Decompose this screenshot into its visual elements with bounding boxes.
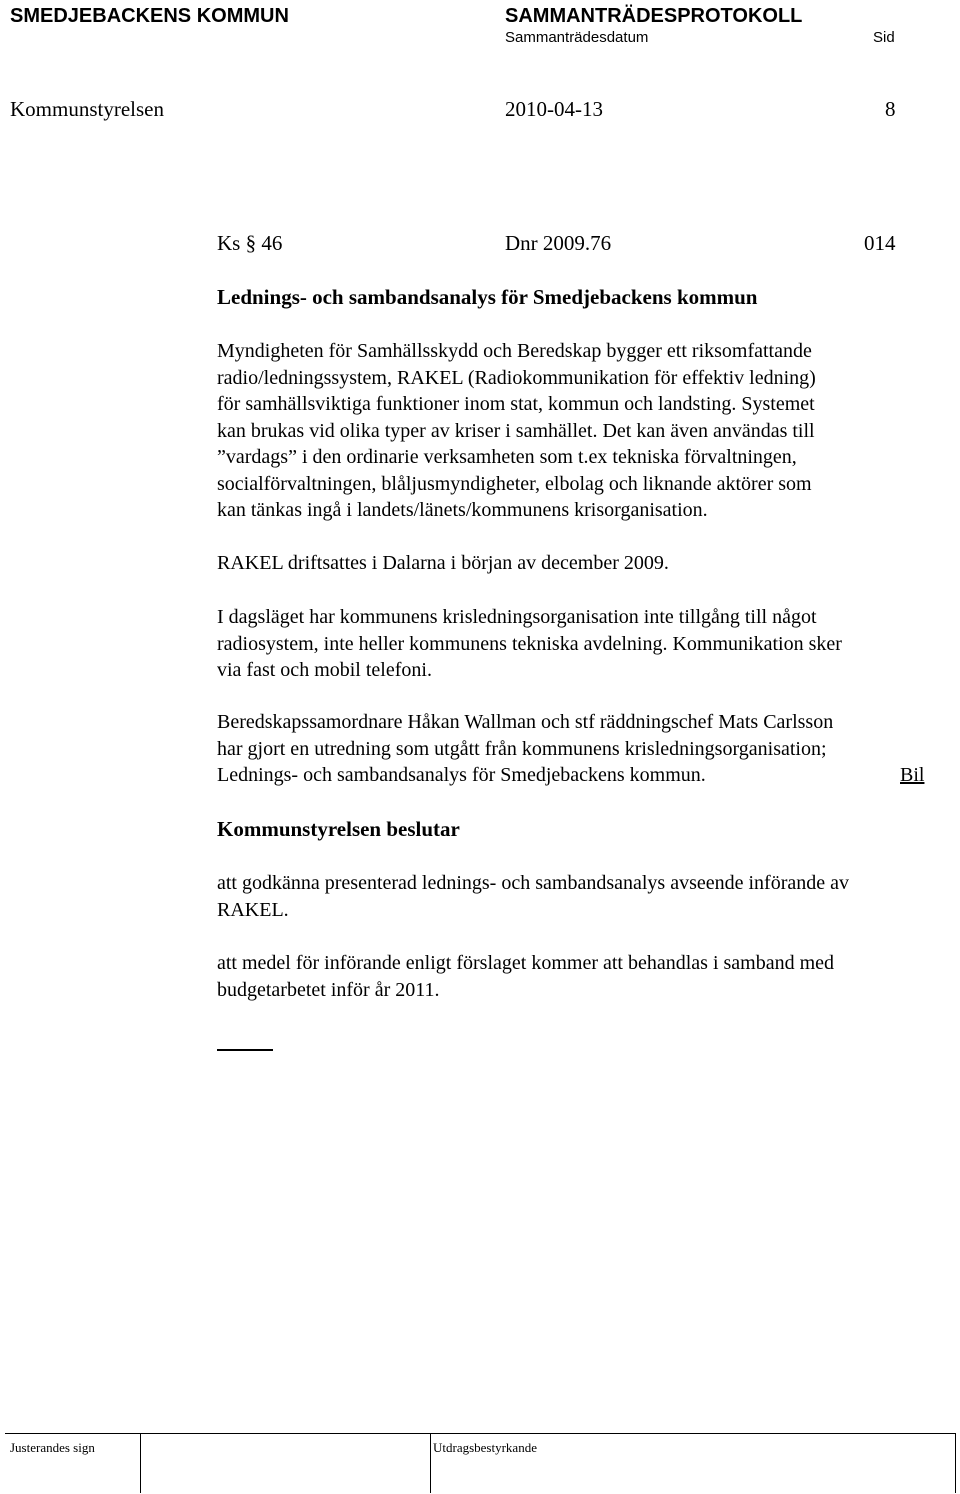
paragraph-line: budgetarbetet inför år 2011.: [217, 978, 440, 1001]
attachment-link[interactable]: Bil: [900, 764, 925, 786]
paragraph-line: har gjort en utredning som utgått från kommunens krisledningsorganisation;: [217, 737, 827, 760]
meeting-date: 2010-04-13: [505, 97, 603, 121]
paragraph-line: att medel för införande enligt förslaget kommer att behandlas i samband med: [217, 952, 835, 974]
protocol-title: SAMMANTRÄDESPROTOKOLL: [505, 5, 803, 27]
paragraph-line: för samhällsviktiga funktioner inom stat, kommun och landsting. Systemet: [217, 393, 815, 415]
decision-heading: Kommunstyrelsen beslutar: [217, 817, 460, 841]
municipality-name: SMEDJEBACKENS KOMMUN: [10, 5, 289, 27]
paragraph-line: I dagsläget har kommunens krisledningsorganisation inte tillgång till något: [217, 606, 817, 628]
paragraph-line: Lednings- och sambandsanalys för Smedjebackens kommun.: [217, 764, 706, 786]
footer-top-rule: [5, 1433, 955, 1434]
date-label: Sammanträdesdatum: [505, 29, 649, 46]
paragraph-line: Beredskapssamordnare Håkan Wallman och stf räddningschef Mats Carlsson: [217, 711, 834, 733]
footer-justering-label: Justerandes sign: [10, 1440, 95, 1455]
paragraph-line: via fast och mobil telefoni.: [217, 659, 432, 681]
decision-item-funding: [217, 950, 947, 1003]
paragraph-line: radiosystem, inte heller kommunens tekniska avdelning. Kommunikation sker: [217, 632, 842, 655]
paragraph-line: socialförvaltningen, blåljusmyndigheter, elbolag och liknande aktörer som: [217, 472, 812, 495]
paragraph-line: RAKEL driftsattes i Dalarna i början av december 2009.: [217, 552, 669, 574]
paragraph-line: Myndigheten för Samhällsskydd och Beredskap bygger ett riksomfattande: [217, 340, 812, 362]
case-paragraph-number: Ks § 46: [217, 231, 283, 255]
paragraph-background: [217, 338, 947, 524]
page-label: Sid: [873, 29, 895, 46]
paragraph-line: ”vardags” i den ordinarie verksamheten som t.ex tekniska förvaltningen,: [217, 446, 797, 468]
page-number: 8: [885, 97, 896, 121]
paragraph-line: kan tänkas ingå i landets/länets/kommunens krisorganisation.: [217, 499, 708, 521]
case-code: 014: [864, 231, 896, 255]
paragraph-rakel-launch: [217, 550, 947, 577]
case-title: Lednings- och sambandsanalys för Smedjebackens kommun: [217, 285, 758, 309]
paragraph-investigation: [217, 709, 947, 789]
case-dnr: Dnr 2009.76: [505, 231, 612, 255]
paragraph-line: att godkänna presenterad lednings- och sambandsanalys avseende införande av: [217, 872, 849, 894]
committee-name: Kommunstyrelsen: [10, 97, 164, 121]
footer-divider: [140, 1433, 141, 1493]
paragraph-line: radio/ledningssystem, RAKEL (Radiokommunikation för effektiv ledning): [217, 366, 816, 389]
paragraph-current-state: [217, 604, 947, 684]
paragraph-line: RAKEL.: [217, 898, 289, 921]
footer-divider: [430, 1433, 431, 1493]
paragraph-line: kan brukas vid olika typer av kriser i samhället. Det kan även användas till: [217, 419, 815, 442]
footer-divider: [955, 1433, 956, 1493]
end-rule: [217, 1049, 273, 1051]
footer-utdrag-label: Utdragsbestyrkande: [433, 1440, 537, 1455]
decision-item-approve: [217, 870, 947, 923]
